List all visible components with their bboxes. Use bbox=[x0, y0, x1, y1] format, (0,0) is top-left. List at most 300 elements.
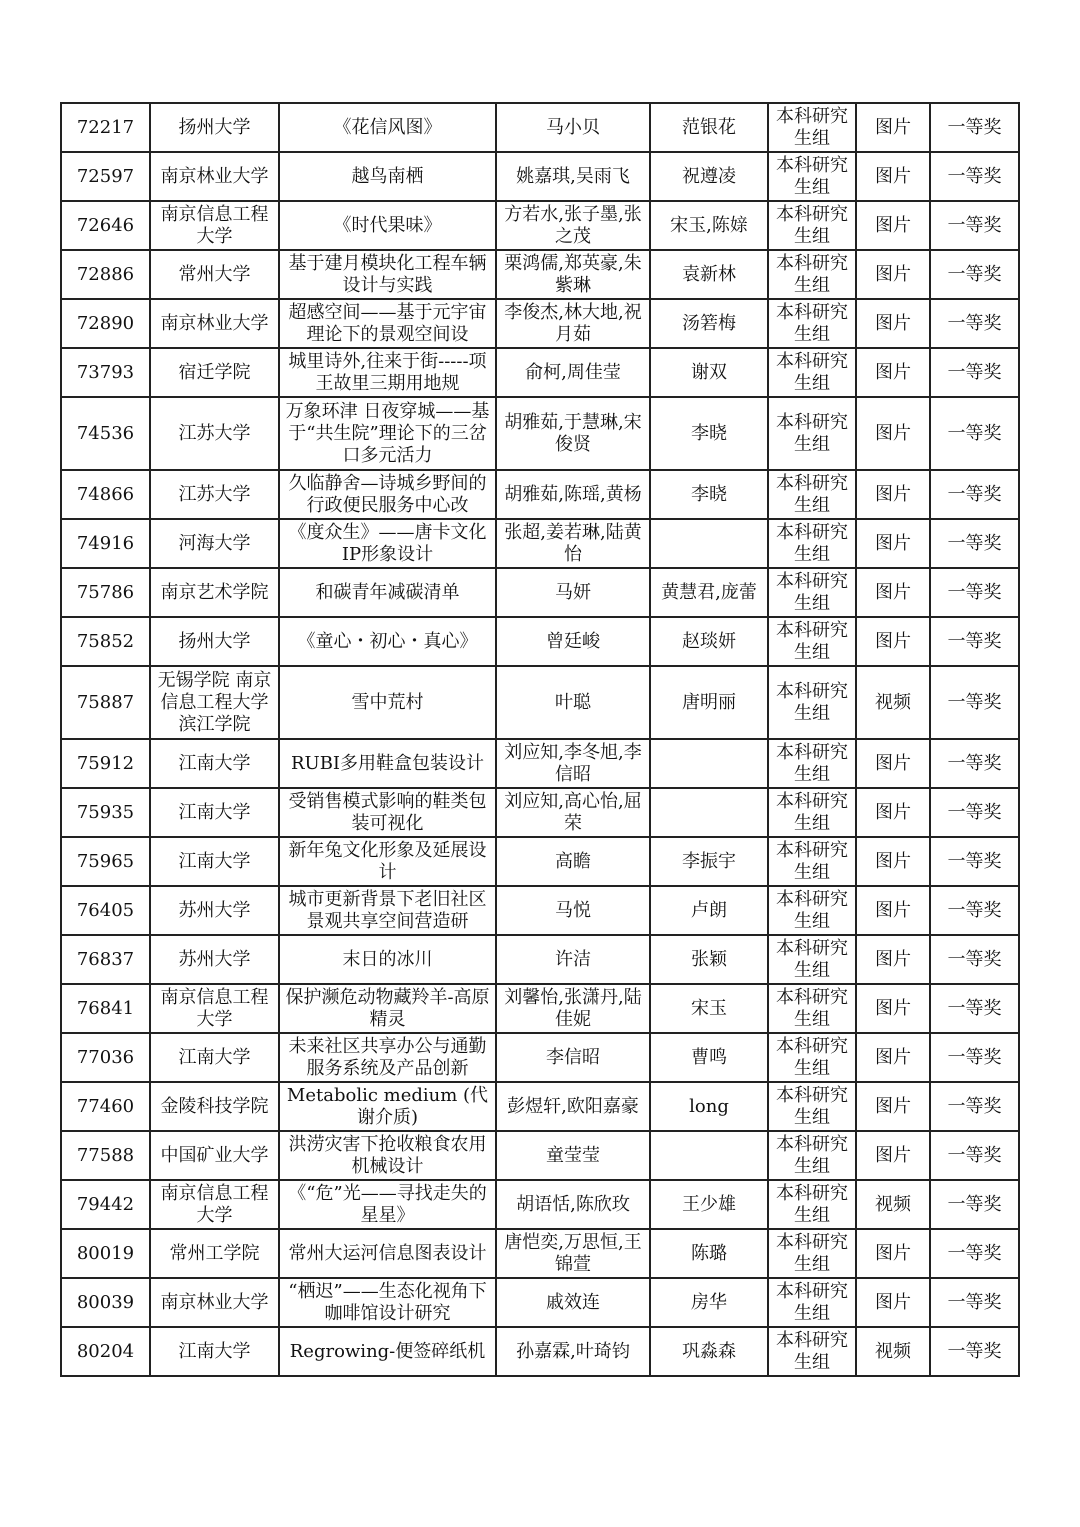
entry-id-cell bbox=[61, 1327, 150, 1376]
award-cell-text: 一等奖 bbox=[947, 801, 1002, 823]
entry-id-cell bbox=[61, 348, 150, 397]
work-type-cell bbox=[856, 1229, 930, 1278]
entry-id-cell bbox=[61, 788, 150, 837]
school-cell-text: 江南大学 bbox=[178, 1340, 251, 1362]
work-type-cell bbox=[856, 788, 930, 837]
award-cell bbox=[930, 519, 1019, 568]
advisor-cell bbox=[650, 568, 768, 617]
entry-id-cell bbox=[61, 1180, 150, 1229]
authors-cell bbox=[496, 788, 650, 837]
entry-id-cell bbox=[61, 519, 150, 568]
school-cell-text: 常州大学 bbox=[178, 263, 251, 285]
advisor-cell bbox=[650, 739, 768, 788]
authors-cell bbox=[496, 739, 650, 788]
advisor-cell-text: 宋玉,陈媇 bbox=[670, 214, 748, 236]
work-type-cell-text: 图片 bbox=[875, 263, 911, 285]
table-row bbox=[61, 1180, 1019, 1229]
award-cell-text: 一等奖 bbox=[947, 691, 1002, 713]
work-type-cell-text: 图片 bbox=[875, 116, 911, 138]
advisor-cell bbox=[650, 984, 768, 1033]
school-cell bbox=[150, 1033, 279, 1082]
entry-id-cell bbox=[61, 397, 150, 470]
entry-id-cell-text: 75852 bbox=[76, 630, 135, 652]
awards-table bbox=[60, 102, 1020, 1377]
award-cell-text: 一等奖 bbox=[947, 1193, 1002, 1215]
work-type-cell bbox=[856, 886, 930, 935]
work-type-cell bbox=[856, 201, 930, 250]
award-cell-text: 一等奖 bbox=[947, 214, 1002, 236]
work-title-cell bbox=[279, 739, 496, 788]
school-cell-text: 南京信息工程大学 bbox=[160, 986, 269, 1030]
work-type-cell-text: 图片 bbox=[875, 1242, 911, 1264]
authors-cell bbox=[496, 886, 650, 935]
advisor-cell bbox=[650, 1278, 768, 1327]
entry-id-cell bbox=[61, 935, 150, 984]
work-type-cell-text: 视频 bbox=[875, 1193, 911, 1215]
work-title-cell bbox=[279, 299, 496, 348]
award-cell-text: 一等奖 bbox=[947, 752, 1002, 774]
advisor-cell bbox=[650, 666, 768, 739]
entry-id-cell bbox=[61, 152, 150, 201]
award-cell bbox=[930, 666, 1019, 739]
work-type-cell bbox=[856, 666, 930, 739]
group-cell bbox=[768, 1278, 856, 1327]
work-type-cell bbox=[856, 739, 930, 788]
school-cell-text: 江苏大学 bbox=[178, 422, 251, 444]
entry-id-cell-text: 72886 bbox=[76, 263, 135, 285]
work-type-cell bbox=[856, 568, 930, 617]
group-cell-text: 本科研究生组 bbox=[776, 1280, 848, 1324]
entry-id-cell-text: 79442 bbox=[76, 1193, 135, 1215]
work-title-cell bbox=[279, 1131, 496, 1180]
school-cell bbox=[150, 1082, 279, 1131]
advisor-cell-text: 宋玉 bbox=[691, 997, 727, 1019]
group-cell-text: 本科研究生组 bbox=[776, 411, 848, 455]
advisor-cell-text: 李晓 bbox=[691, 483, 727, 505]
table-row bbox=[61, 470, 1019, 519]
advisor-cell bbox=[650, 837, 768, 886]
entry-id-cell bbox=[61, 739, 150, 788]
authors-cell bbox=[496, 1229, 650, 1278]
award-cell bbox=[930, 1278, 1019, 1327]
work-type-cell-text: 图片 bbox=[875, 1291, 911, 1313]
award-cell-text: 一等奖 bbox=[947, 850, 1002, 872]
entry-id-cell-text: 75912 bbox=[76, 752, 135, 774]
award-cell-text: 一等奖 bbox=[947, 361, 1002, 383]
work-type-cell-text: 图片 bbox=[875, 532, 911, 554]
work-title-cell-text: 《童心・初心・真心》 bbox=[297, 630, 478, 652]
group-cell bbox=[768, 666, 856, 739]
advisor-cell bbox=[650, 348, 768, 397]
work-type-cell-text: 图片 bbox=[875, 997, 911, 1019]
entry-id-cell-text: 77460 bbox=[76, 1095, 135, 1117]
authors-cell bbox=[496, 250, 650, 299]
authors-cell-text: 唐恺奕,万思恒,王锦萱 bbox=[504, 1231, 642, 1275]
school-cell-text: 扬州大学 bbox=[178, 116, 251, 138]
work-title-cell bbox=[279, 1082, 496, 1131]
authors-cell bbox=[496, 984, 650, 1033]
group-cell bbox=[768, 299, 856, 348]
work-type-cell-text: 图片 bbox=[875, 948, 911, 970]
school-cell bbox=[150, 837, 279, 886]
authors-cell-text: 马妍 bbox=[555, 581, 591, 603]
work-type-cell bbox=[856, 837, 930, 886]
table-row bbox=[61, 299, 1019, 348]
school-cell bbox=[150, 1278, 279, 1327]
work-title-cell bbox=[279, 519, 496, 568]
group-cell bbox=[768, 519, 856, 568]
award-cell bbox=[930, 250, 1019, 299]
entry-id-cell bbox=[61, 201, 150, 250]
school-cell bbox=[150, 1327, 279, 1376]
work-type-cell bbox=[856, 1082, 930, 1131]
work-title-cell-text: 城里诗外,往来于街-----项王故里三期用地规 bbox=[288, 350, 487, 394]
authors-cell-text: 马小贝 bbox=[546, 116, 600, 138]
group-cell bbox=[768, 984, 856, 1033]
group-cell-text: 本科研究生组 bbox=[776, 570, 848, 614]
work-title-cell-text: 万象环津 日夜穿城——基于“共生院”理论下的三岔口多元活力 bbox=[285, 400, 490, 466]
table-row bbox=[61, 568, 1019, 617]
entry-id-cell-text: 75887 bbox=[76, 691, 135, 713]
group-cell bbox=[768, 1229, 856, 1278]
school-cell bbox=[150, 666, 279, 739]
table-row bbox=[61, 1033, 1019, 1082]
entry-id-cell-text: 72597 bbox=[76, 165, 135, 187]
entry-id-cell bbox=[61, 299, 150, 348]
award-cell bbox=[930, 1180, 1019, 1229]
group-cell-text: 本科研究生组 bbox=[776, 937, 848, 981]
work-type-cell-text: 图片 bbox=[875, 581, 911, 603]
advisor-cell bbox=[650, 1033, 768, 1082]
school-cell bbox=[150, 568, 279, 617]
advisor-cell-text: 卢朗 bbox=[691, 899, 727, 921]
table-row bbox=[61, 935, 1019, 984]
group-cell-text: 本科研究生组 bbox=[776, 105, 848, 149]
authors-cell-text: 马悦 bbox=[555, 899, 591, 921]
authors-cell-text: 刘馨怡,张潇丹,陆佳妮 bbox=[504, 986, 642, 1030]
authors-cell bbox=[496, 201, 650, 250]
group-cell-text: 本科研究生组 bbox=[776, 1231, 848, 1275]
work-title-cell bbox=[279, 837, 496, 886]
work-type-cell bbox=[856, 984, 930, 1033]
entry-id-cell-text: 80039 bbox=[76, 1291, 135, 1313]
entry-id-cell bbox=[61, 984, 150, 1033]
award-cell-text: 一等奖 bbox=[947, 1242, 1002, 1264]
work-title-cell-text: 和碳青年减碳清单 bbox=[315, 581, 460, 603]
award-cell bbox=[930, 152, 1019, 201]
work-title-cell-text: 新年兔文化形象及延展设计 bbox=[288, 839, 487, 883]
authors-cell-text: 刘应知,李冬旭,李信昭 bbox=[504, 741, 642, 785]
school-cell bbox=[150, 617, 279, 666]
work-type-cell-text: 图片 bbox=[875, 1144, 911, 1166]
school-cell bbox=[150, 984, 279, 1033]
group-cell bbox=[768, 739, 856, 788]
school-cell bbox=[150, 739, 279, 788]
authors-cell-text: 童莹莹 bbox=[546, 1144, 600, 1166]
entry-id-cell-text: 72890 bbox=[76, 312, 135, 334]
award-cell bbox=[930, 1082, 1019, 1131]
entry-id-cell bbox=[61, 1229, 150, 1278]
award-cell-text: 一等奖 bbox=[947, 630, 1002, 652]
advisor-cell bbox=[650, 201, 768, 250]
award-cell-text: 一等奖 bbox=[947, 1046, 1002, 1068]
award-cell-text: 一等奖 bbox=[947, 899, 1002, 921]
table-row bbox=[61, 984, 1019, 1033]
work-type-cell bbox=[856, 397, 930, 470]
award-cell bbox=[930, 1327, 1019, 1376]
authors-cell bbox=[496, 1180, 650, 1229]
table-row bbox=[61, 617, 1019, 666]
group-cell bbox=[768, 617, 856, 666]
work-type-cell bbox=[856, 1327, 930, 1376]
authors-cell bbox=[496, 1082, 650, 1131]
work-title-cell bbox=[279, 348, 496, 397]
award-cell-text: 一等奖 bbox=[947, 165, 1002, 187]
award-cell bbox=[930, 837, 1019, 886]
group-cell bbox=[768, 568, 856, 617]
award-cell-text: 一等奖 bbox=[947, 1095, 1002, 1117]
school-cell-text: 南京信息工程大学 bbox=[160, 203, 269, 247]
entry-id-cell-text: 76837 bbox=[76, 948, 135, 970]
award-cell bbox=[930, 935, 1019, 984]
group-cell bbox=[768, 1180, 856, 1229]
group-cell-text: 本科研究生组 bbox=[776, 790, 848, 834]
school-cell-text: 江南大学 bbox=[178, 752, 251, 774]
work-title-cell-text: 受销售模式影响的鞋类包装可视化 bbox=[288, 790, 487, 834]
table-row bbox=[61, 1278, 1019, 1327]
work-type-cell-text: 图片 bbox=[875, 165, 911, 187]
group-cell-text: 本科研究生组 bbox=[776, 839, 848, 883]
group-cell-text: 本科研究生组 bbox=[776, 1133, 848, 1177]
authors-cell bbox=[496, 1327, 650, 1376]
authors-cell bbox=[496, 837, 650, 886]
work-type-cell bbox=[856, 519, 930, 568]
award-cell-text: 一等奖 bbox=[947, 422, 1002, 444]
work-type-cell-text: 图片 bbox=[875, 1046, 911, 1068]
table-row bbox=[61, 519, 1019, 568]
work-title-cell-text: 超感空间——基于元宇宙理论下的景观空间设 bbox=[288, 301, 487, 345]
work-title-cell-text: 久临静舍—诗城乡野间的行政便民服务中心改 bbox=[288, 472, 487, 516]
table-body bbox=[61, 103, 1019, 1376]
group-cell-text: 本科研究生组 bbox=[776, 521, 848, 565]
work-type-cell bbox=[856, 1180, 930, 1229]
work-type-cell-text: 图片 bbox=[875, 899, 911, 921]
work-title-cell-text: 洪涝灾害下抢收粮食农用机械设计 bbox=[288, 1133, 487, 1177]
table-row bbox=[61, 397, 1019, 470]
work-title-cell bbox=[279, 250, 496, 299]
authors-cell-text: 彭煜轩,欧阳嘉豪 bbox=[507, 1095, 639, 1117]
table-row bbox=[61, 201, 1019, 250]
entry-id-cell-text: 76405 bbox=[76, 899, 135, 921]
school-cell-text: 金陵科技学院 bbox=[160, 1095, 269, 1117]
work-type-cell-text: 图片 bbox=[875, 312, 911, 334]
work-title-cell bbox=[279, 470, 496, 519]
group-cell-text: 本科研究生组 bbox=[776, 301, 848, 345]
work-type-cell bbox=[856, 1278, 930, 1327]
award-cell-text: 一等奖 bbox=[947, 263, 1002, 285]
advisor-cell bbox=[650, 470, 768, 519]
school-cell bbox=[150, 886, 279, 935]
work-type-cell-text: 图片 bbox=[875, 752, 911, 774]
entry-id-cell bbox=[61, 470, 150, 519]
entry-id-cell-text: 80019 bbox=[76, 1242, 135, 1264]
authors-cell bbox=[496, 1131, 650, 1180]
advisor-cell-text: 袁新林 bbox=[682, 263, 736, 285]
entry-id-cell bbox=[61, 837, 150, 886]
work-title-cell-text: 城市更新背景下老旧社区景观共享空间营造研 bbox=[288, 888, 487, 932]
school-cell bbox=[150, 397, 279, 470]
advisor-cell bbox=[650, 886, 768, 935]
authors-cell-text: 戚效连 bbox=[546, 1291, 600, 1313]
work-type-cell-text: 图片 bbox=[875, 483, 911, 505]
entry-id-cell-text: 75965 bbox=[76, 850, 135, 872]
advisor-cell bbox=[650, 397, 768, 470]
work-type-cell-text: 图片 bbox=[875, 801, 911, 823]
work-title-cell bbox=[279, 935, 496, 984]
advisor-cell bbox=[650, 617, 768, 666]
award-cell-text: 一等奖 bbox=[947, 116, 1002, 138]
authors-cell bbox=[496, 519, 650, 568]
entry-id-cell-text: 75935 bbox=[76, 801, 135, 823]
work-type-cell-text: 图片 bbox=[875, 422, 911, 444]
award-cell bbox=[930, 568, 1019, 617]
group-cell bbox=[768, 837, 856, 886]
award-cell bbox=[930, 886, 1019, 935]
advisor-cell-text: 黄慧君,庞蕾 bbox=[661, 581, 757, 603]
entry-id-cell-text: 74536 bbox=[76, 422, 135, 444]
school-cell-text: 南京林业大学 bbox=[160, 1291, 269, 1313]
group-cell-text: 本科研究生组 bbox=[776, 252, 848, 296]
authors-cell-text: 栗鸿儒,郑英豪,朱紫琳 bbox=[504, 252, 642, 296]
advisor-cell-text: 李振宇 bbox=[682, 850, 736, 872]
entry-id-cell-text: 75786 bbox=[76, 581, 135, 603]
school-cell bbox=[150, 1180, 279, 1229]
award-cell-text: 一等奖 bbox=[947, 948, 1002, 970]
work-title-cell-text: “栖迟”——生态化视角下咖啡馆设计研究 bbox=[288, 1280, 487, 1324]
award-cell bbox=[930, 397, 1019, 470]
work-title-cell bbox=[279, 1229, 496, 1278]
work-title-cell-text: RUBI多用鞋盒包装设计 bbox=[290, 752, 485, 774]
table-row bbox=[61, 1229, 1019, 1278]
advisor-cell bbox=[650, 250, 768, 299]
advisor-cell bbox=[650, 935, 768, 984]
school-cell bbox=[150, 470, 279, 519]
group-cell bbox=[768, 1327, 856, 1376]
group-cell bbox=[768, 935, 856, 984]
advisor-cell bbox=[650, 1082, 768, 1131]
work-title-cell-text: 《“危”光——寻找走失的星星》 bbox=[288, 1182, 487, 1226]
group-cell-text: 本科研究生组 bbox=[776, 680, 848, 724]
advisor-cell-text: 李晓 bbox=[691, 422, 727, 444]
entry-id-cell bbox=[61, 103, 150, 152]
authors-cell-text: 俞柯,周佳莹 bbox=[525, 361, 621, 383]
authors-cell-text: 叶聪 bbox=[555, 691, 591, 713]
work-title-cell-text: 《花信风图》 bbox=[333, 116, 442, 138]
award-cell-text: 一等奖 bbox=[947, 483, 1002, 505]
group-cell-text: 本科研究生组 bbox=[776, 986, 848, 1030]
table-row bbox=[61, 739, 1019, 788]
work-title-cell-text: 基于建月模块化工程车辆设计与实践 bbox=[288, 252, 487, 296]
work-type-cell-text: 图片 bbox=[875, 214, 911, 236]
work-title-cell-text: 未来社区共享办公与通勤服务系统及产品创新 bbox=[288, 1035, 487, 1079]
advisor-cell bbox=[650, 1131, 768, 1180]
advisor-cell-text: 谢双 bbox=[691, 361, 727, 383]
school-cell-text: 无锡学院 南京信息工程大学滨江学院 bbox=[157, 669, 272, 735]
entry-id-cell bbox=[61, 1033, 150, 1082]
work-type-cell bbox=[856, 299, 930, 348]
school-cell bbox=[150, 103, 279, 152]
table-row bbox=[61, 837, 1019, 886]
work-type-cell bbox=[856, 250, 930, 299]
authors-cell bbox=[496, 666, 650, 739]
entry-id-cell bbox=[61, 886, 150, 935]
table-row bbox=[61, 886, 1019, 935]
work-type-cell-text: 图片 bbox=[875, 1095, 911, 1117]
work-title-cell bbox=[279, 1278, 496, 1327]
advisor-cell-text: 汤箬梅 bbox=[682, 312, 736, 334]
table-row bbox=[61, 1082, 1019, 1131]
group-cell-text: 本科研究生组 bbox=[776, 619, 848, 663]
work-title-cell bbox=[279, 152, 496, 201]
group-cell-text: 本科研究生组 bbox=[776, 1084, 848, 1128]
authors-cell-text: 胡雅茹,于慧琳,宋俊贤 bbox=[504, 411, 642, 455]
authors-cell bbox=[496, 470, 650, 519]
entry-id-cell-text: 76841 bbox=[76, 997, 135, 1019]
school-cell bbox=[150, 1131, 279, 1180]
table-row bbox=[61, 152, 1019, 201]
work-title-cell bbox=[279, 397, 496, 470]
award-cell bbox=[930, 617, 1019, 666]
work-title-cell-text: 雪中荒村 bbox=[351, 691, 424, 713]
school-cell bbox=[150, 201, 279, 250]
entry-id-cell-text: 77588 bbox=[76, 1144, 135, 1166]
advisor-cell-text: 赵琰妍 bbox=[682, 630, 736, 652]
group-cell bbox=[768, 250, 856, 299]
authors-cell bbox=[496, 103, 650, 152]
group-cell bbox=[768, 103, 856, 152]
table-row bbox=[61, 788, 1019, 837]
work-type-cell-text: 视频 bbox=[875, 1340, 911, 1362]
work-title-cell bbox=[279, 617, 496, 666]
work-type-cell bbox=[856, 152, 930, 201]
group-cell bbox=[768, 152, 856, 201]
award-cell bbox=[930, 201, 1019, 250]
entry-id-cell bbox=[61, 666, 150, 739]
school-cell bbox=[150, 1229, 279, 1278]
award-cell bbox=[930, 1033, 1019, 1082]
award-cell bbox=[930, 788, 1019, 837]
school-cell bbox=[150, 250, 279, 299]
group-cell bbox=[768, 1082, 856, 1131]
authors-cell bbox=[496, 299, 650, 348]
work-type-cell-text: 图片 bbox=[875, 850, 911, 872]
work-type-cell bbox=[856, 617, 930, 666]
advisor-cell-text: 房华 bbox=[691, 1291, 727, 1313]
school-cell-text: 江南大学 bbox=[178, 1046, 251, 1068]
group-cell bbox=[768, 348, 856, 397]
entry-id-cell bbox=[61, 1082, 150, 1131]
school-cell-text: 江南大学 bbox=[178, 801, 251, 823]
group-cell-text: 本科研究生组 bbox=[776, 1035, 848, 1079]
authors-cell bbox=[496, 397, 650, 470]
authors-cell-text: 刘应知,高心怡,屈荣 bbox=[504, 790, 642, 834]
authors-cell bbox=[496, 617, 650, 666]
entry-id-cell-text: 77036 bbox=[76, 1046, 135, 1068]
work-title-cell-text: 越鸟南栖 bbox=[351, 165, 424, 187]
school-cell-text: 南京艺术学院 bbox=[160, 581, 269, 603]
group-cell-text: 本科研究生组 bbox=[776, 888, 848, 932]
work-type-cell-text: 图片 bbox=[875, 630, 911, 652]
